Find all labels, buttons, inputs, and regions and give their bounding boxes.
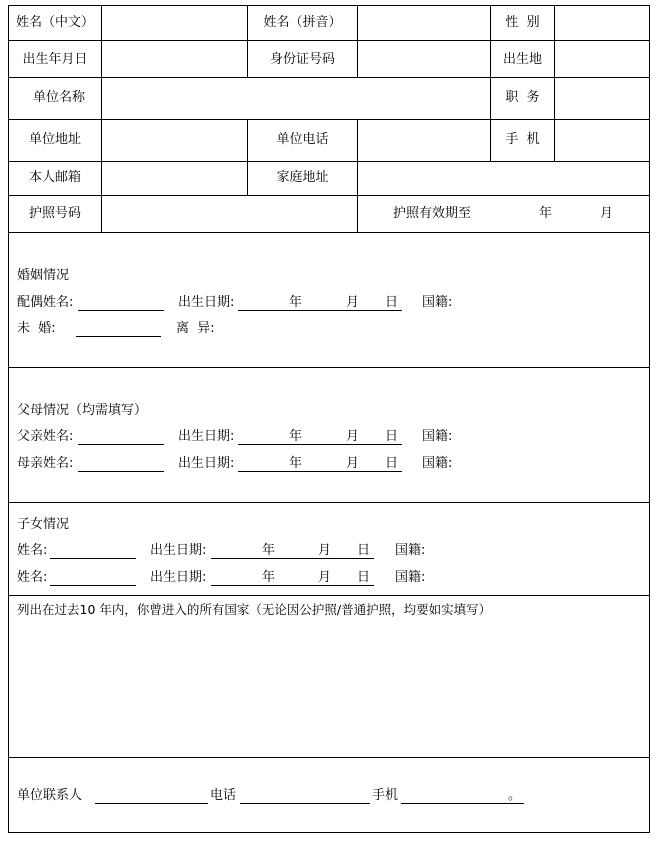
table-border-bottom bbox=[8, 832, 650, 833]
label-work-phone: 单位电话 bbox=[276, 132, 329, 147]
table-border-right bbox=[649, 5, 650, 833]
label-child1-birth: 出生日期: bbox=[150, 543, 207, 558]
label-child2-birth: 出生日期: bbox=[150, 570, 207, 585]
label-name-pinyin: 姓名（拼音） bbox=[263, 15, 342, 30]
field-mother-birth[interactable] bbox=[238, 471, 402, 472]
section-title-children: 子女情况 bbox=[17, 517, 70, 532]
label-countries-prompt: 列出在过去10 年内，你曾进入的所有国家（无论因公护照/普通护照，均要如实填写） bbox=[17, 602, 492, 617]
label-father-month: 月 bbox=[346, 429, 360, 444]
label-mother-month: 月 bbox=[346, 456, 360, 471]
label-mother-year: 年 bbox=[289, 456, 303, 471]
label-mother-nationality: 国籍: bbox=[422, 456, 453, 471]
label-spouse-nationality: 国籍: bbox=[422, 295, 453, 310]
field-birthplace[interactable] bbox=[555, 41, 649, 77]
field-id-number[interactable] bbox=[358, 41, 490, 77]
label-passport-month: 月 bbox=[600, 206, 614, 221]
row-divider bbox=[8, 367, 650, 368]
field-spouse-name[interactable] bbox=[78, 310, 164, 311]
row-divider bbox=[8, 232, 650, 233]
label-father-day: 日 bbox=[385, 429, 399, 444]
label-child2-month: 月 bbox=[318, 570, 332, 585]
label-mother-name: 母亲姓名: bbox=[17, 456, 74, 471]
field-contact-mobile[interactable] bbox=[401, 803, 524, 804]
field-mother-name[interactable] bbox=[78, 471, 164, 472]
field-contact-phone[interactable] bbox=[240, 803, 370, 804]
row-divider bbox=[8, 757, 650, 758]
field-child1-birth[interactable] bbox=[211, 558, 374, 559]
label-position: 职 务 bbox=[505, 90, 540, 105]
label-child1-month: 月 bbox=[318, 543, 332, 558]
label-contact-phone: 电话 bbox=[210, 788, 237, 803]
label-unmarried: 未 婚: bbox=[17, 321, 56, 336]
field-work-unit[interactable] bbox=[102, 78, 490, 119]
label-email: 本人邮箱 bbox=[28, 170, 81, 185]
label-spouse-day: 日 bbox=[385, 295, 399, 310]
label-child1-nationality: 国籍: bbox=[395, 543, 426, 558]
label-id-number: 身份证号码 bbox=[269, 52, 335, 67]
label-contact-person: 单位联系人 bbox=[17, 788, 83, 803]
label-spouse-name: 配偶姓名: bbox=[17, 295, 74, 310]
label-mother-day: 日 bbox=[385, 456, 399, 471]
label-spouse-month: 月 bbox=[346, 295, 360, 310]
label-work-address: 单位地址 bbox=[28, 132, 81, 147]
field-mobile[interactable] bbox=[555, 120, 649, 161]
field-passport-no[interactable] bbox=[102, 196, 357, 232]
row-divider bbox=[8, 502, 650, 503]
field-child2-birth[interactable] bbox=[211, 585, 374, 586]
field-spouse-birth[interactable] bbox=[238, 310, 402, 311]
label-contact-mobile: 手机 bbox=[372, 788, 399, 803]
label-child2-nationality: 国籍: bbox=[395, 570, 426, 585]
field-name-pinyin[interactable] bbox=[358, 6, 490, 40]
label-name-cn: 姓名（中文） bbox=[15, 15, 94, 30]
field-email[interactable] bbox=[102, 162, 247, 195]
field-child2-name[interactable] bbox=[50, 585, 136, 586]
label-passport-year: 年 bbox=[539, 206, 553, 221]
label-child2-name: 姓名: bbox=[17, 570, 48, 585]
label-father-nationality: 国籍: bbox=[422, 429, 453, 444]
label-birth-date: 出生年月日 bbox=[22, 52, 88, 67]
label-child1-day: 日 bbox=[357, 543, 371, 558]
field-name-cn[interactable] bbox=[102, 6, 247, 40]
label-spouse-year: 年 bbox=[289, 295, 303, 310]
field-work-phone[interactable] bbox=[358, 120, 490, 161]
label-work-unit: 单位名称 bbox=[32, 90, 85, 105]
field-countries[interactable] bbox=[9, 622, 649, 756]
label-child1-name: 姓名: bbox=[17, 543, 48, 558]
field-position[interactable] bbox=[555, 78, 649, 119]
label-father-year: 年 bbox=[289, 429, 303, 444]
label-gender: 性 别 bbox=[505, 15, 540, 30]
label-mother-birth: 出生日期: bbox=[178, 456, 235, 471]
field-gender[interactable] bbox=[555, 6, 649, 40]
section-title-marriage: 婚姻情况 bbox=[17, 268, 70, 283]
label-mobile: 手 机 bbox=[505, 132, 540, 147]
field-work-address[interactable] bbox=[102, 120, 247, 161]
section-title-parents: 父母情况（均需填写） bbox=[17, 403, 148, 418]
label-child2-day: 日 bbox=[357, 570, 371, 585]
label-passport-valid: 护照有效期至 bbox=[393, 206, 472, 221]
field-birth-date[interactable] bbox=[102, 41, 247, 77]
label-birthplace: 出生地 bbox=[502, 52, 542, 67]
label-home-address: 家庭地址 bbox=[276, 170, 329, 185]
end-mark: 。 bbox=[508, 788, 522, 803]
field-home-address[interactable] bbox=[358, 162, 649, 195]
label-father-birth: 出生日期: bbox=[178, 429, 235, 444]
field-father-name[interactable] bbox=[78, 444, 164, 445]
label-child1-year: 年 bbox=[262, 543, 276, 558]
field-child1-name[interactable] bbox=[50, 558, 136, 559]
label-divorced: 离 异: bbox=[176, 321, 215, 336]
row-divider bbox=[8, 595, 650, 596]
label-spouse-birth: 出生日期: bbox=[178, 295, 235, 310]
label-father-name: 父亲姓名: bbox=[17, 429, 74, 444]
field-contact-person[interactable] bbox=[95, 803, 208, 804]
field-father-birth[interactable] bbox=[238, 444, 402, 445]
label-passport-no: 护照号码 bbox=[28, 206, 81, 221]
field-unmarried[interactable] bbox=[76, 336, 161, 337]
label-child2-year: 年 bbox=[262, 570, 276, 585]
